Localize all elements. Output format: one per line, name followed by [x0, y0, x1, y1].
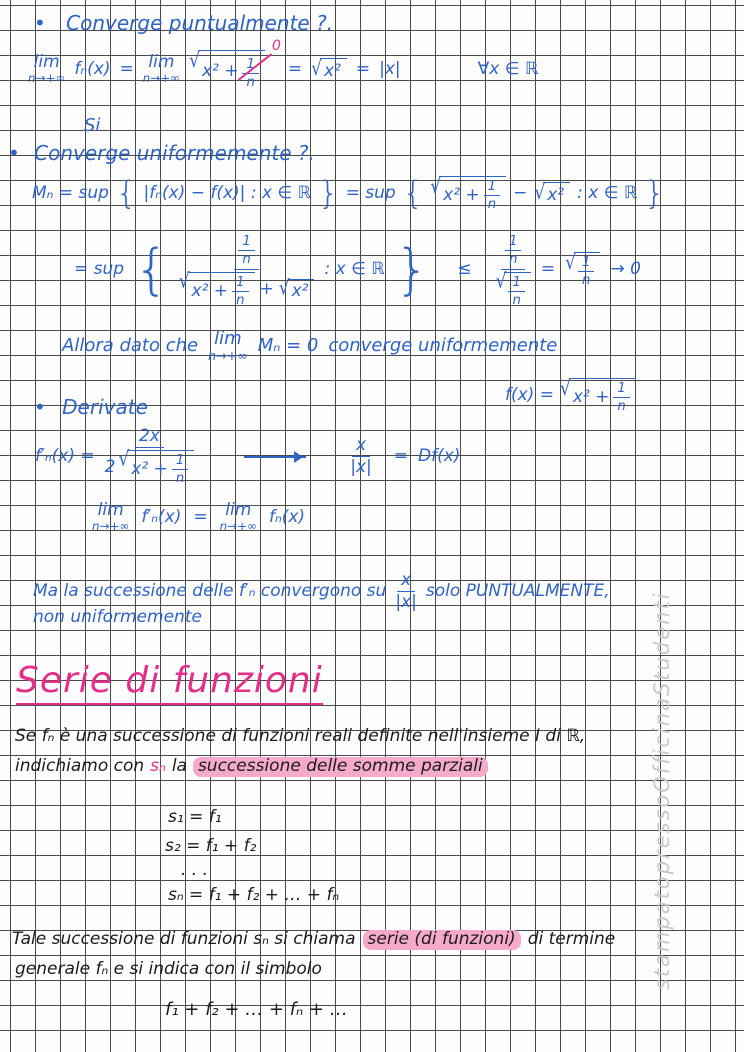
- radical-sign: √: [565, 250, 576, 275]
- sn-symbol: sₙ: [150, 756, 166, 776]
- sign-fraction: $\frac{x}{|x|}$: [395, 570, 417, 612]
- formula-sup-definition: [32, 173, 665, 213]
- sqrt-1n: √ $\frac{1}{n}$: [496, 272, 531, 308]
- conclusion-uniform-convergence: [62, 330, 557, 363]
- minus-sign: −: [513, 182, 528, 203]
- fn-of-x: fₙ(x): [74, 58, 111, 79]
- paragraph-definition-line2: [15, 757, 488, 777]
- partial-sum-s2: s₂ = f₁ + f₂: [165, 836, 257, 856]
- fn-of-x: fₙ(x): [268, 506, 306, 527]
- abs-difference-set: |fₙ(x) − f(x)| : x ∈ ℝ: [143, 182, 312, 203]
- formula-sup-bound: [74, 232, 641, 307]
- limit-operator: lim n→+∞: [92, 500, 130, 533]
- one-over-n-annotated: $\frac{1}{n}$ 0: [242, 54, 258, 90]
- bullet-icon: •: [34, 11, 46, 35]
- sign-fraction: $\frac{x}{|x|}$: [350, 435, 372, 478]
- close-brace: }: [644, 173, 665, 212]
- radical-sign: √: [178, 269, 190, 294]
- paragraph-definition-line1: Se fₙ è una successione di funzioni reali definite nell'insieme I di ℝ,: [15, 726, 586, 746]
- heading-converge-puntualmente: [34, 12, 333, 35]
- equals-sign: =: [119, 58, 134, 79]
- answer-si: Si: [84, 115, 101, 136]
- close-brace: }: [394, 237, 430, 301]
- heading-text: Converge puntualmente ?.: [66, 11, 334, 35]
- bullet-icon: •: [8, 141, 20, 165]
- sqrt-x2-plus-1n: √ x² + $\frac{1}{n}$: [179, 272, 255, 308]
- radical-sign: √: [311, 56, 322, 81]
- text: Allora dato che: [62, 334, 199, 356]
- partial-sum-s1: s₁ = f₁: [168, 807, 222, 827]
- limit-operator: lim n→+∞: [142, 52, 181, 86]
- heading-text: Derivate: [62, 395, 148, 419]
- equals-sup: = sup: [74, 258, 125, 279]
- watermark-text: stampatopressoOfficinaStudenti: [650, 591, 674, 990]
- radical-sign: √: [559, 376, 571, 401]
- radical-sign: √: [189, 48, 200, 73]
- fprime-lhs: f′ₙ(x) =: [35, 445, 95, 466]
- text: di termine: [527, 929, 616, 949]
- tends-to-zero: → 0: [610, 258, 641, 279]
- radical-sign: √: [118, 447, 130, 472]
- highlighted-phrase: successione delle somme parziali: [193, 757, 488, 777]
- leq-sign: ≤: [457, 258, 472, 279]
- text: Ma la successione delle f′ₙ convergono su: [33, 580, 387, 601]
- fx-definition: [505, 378, 636, 414]
- formula-derivative: [35, 428, 460, 486]
- radical-sign: √: [430, 174, 442, 199]
- big-fraction: $\frac{1}{n}$ √ x² + $\frac{1}{n}$ + √ x²: [179, 232, 315, 307]
- text: la: [171, 756, 187, 776]
- equals-sign: =: [193, 506, 208, 527]
- open-brace: {: [402, 173, 424, 212]
- fx-lhs: f(x) =: [505, 384, 554, 405]
- highlighted-phrase: serie (di funzioni): [363, 930, 521, 950]
- sqrt-x2: √ x²: [311, 58, 347, 82]
- paragraph-series-name-line1: [12, 930, 615, 950]
- radical-sign: √: [534, 180, 546, 205]
- sqrt-x2: √ x²: [279, 279, 315, 300]
- formula-limit-derivatives: [92, 502, 305, 533]
- text: indichiamo con: [15, 756, 145, 776]
- equals-sign: =: [393, 445, 409, 466]
- fprime-n: f′ₙ(x): [141, 506, 182, 527]
- equals-sign: =: [287, 58, 303, 79]
- note-pointwise-only-line2: non uniformemente: [33, 607, 202, 627]
- set-condition: : x ∈ ℝ: [577, 182, 638, 203]
- tends-to-zero-annotation: 0: [271, 38, 281, 54]
- limit-operator: lim n→+∞: [208, 328, 248, 363]
- text: solo PUNTUALMENTE,: [425, 580, 610, 601]
- text: Tale successione di funzioni sₙ si chiama: [12, 929, 356, 949]
- ellipsis-dots: · · ·: [180, 865, 208, 885]
- radical-sign: √: [495, 269, 507, 294]
- limit-operator: lim n→+∞: [28, 52, 66, 86]
- sqrt-x2-plus-1n: √ x² + $\frac{1}{n}$: [118, 450, 194, 486]
- equals-sign: =: [540, 258, 556, 279]
- dfx: Df(x): [418, 445, 461, 466]
- sqrt-x2-plus-1n: √ x² + $\frac{1}{n}$: [430, 176, 506, 212]
- open-brace: {: [134, 237, 169, 301]
- close-brace: }: [318, 173, 339, 212]
- note-pointwise-only-line1: [33, 572, 610, 611]
- bound-fraction: $\frac{1}{n}$ √ $\frac{1}{n}$: [496, 232, 531, 307]
- sqrt-x2-plus-1n: √ x² + $\frac{1}{n}$ 0: [189, 38, 281, 91]
- open-brace: {: [115, 173, 137, 212]
- partial-sum-sn: sₙ = f₁ + f₂ + … + fₙ: [168, 885, 340, 905]
- radical-sign: √: [278, 276, 290, 301]
- sqrt-1n: √ $\frac{1}{n}$: [565, 252, 600, 288]
- equals-sup: = sup: [345, 182, 396, 203]
- heading-derivate: [34, 396, 148, 419]
- bullet-icon: •: [34, 395, 46, 419]
- arrow-right-icon: [244, 456, 306, 458]
- heading-text: Converge uniformemente ?.: [34, 141, 315, 165]
- limit-operator: lim n→+∞: [219, 500, 257, 533]
- mn-equals-sup: Mₙ = sup: [32, 182, 109, 203]
- sqrt-x2-plus-1n: √ x² + $\frac{1}{n}$: [560, 378, 636, 414]
- equals-sign: =: [355, 58, 371, 79]
- paragraph-series-name-line2: generale fₙ e si indica con il simbolo: [15, 959, 322, 979]
- series-formula: f₁ + f₂ + … + fₙ + …: [165, 999, 348, 1020]
- mn-equals-zero: Mₙ = 0: [257, 334, 319, 356]
- derivative-fraction: 2x 2 √ x² + $\frac{1}{n}$: [105, 428, 195, 486]
- section-title-serie-di-funzioni: Serie di funzioni: [16, 660, 323, 705]
- sqrt-x2: √ x²: [534, 182, 570, 206]
- formula-pointwise-limit: [28, 38, 539, 91]
- text: converge uniformemente: [328, 334, 558, 356]
- heading-converge-uniformemente: [8, 142, 315, 165]
- plus-sign: +: [259, 278, 274, 299]
- abs-x: |x|: [379, 58, 401, 79]
- forall-x-in-R: ∀x ∈ ℝ: [477, 58, 539, 79]
- set-condition: : x ∈ ℝ: [324, 258, 385, 279]
